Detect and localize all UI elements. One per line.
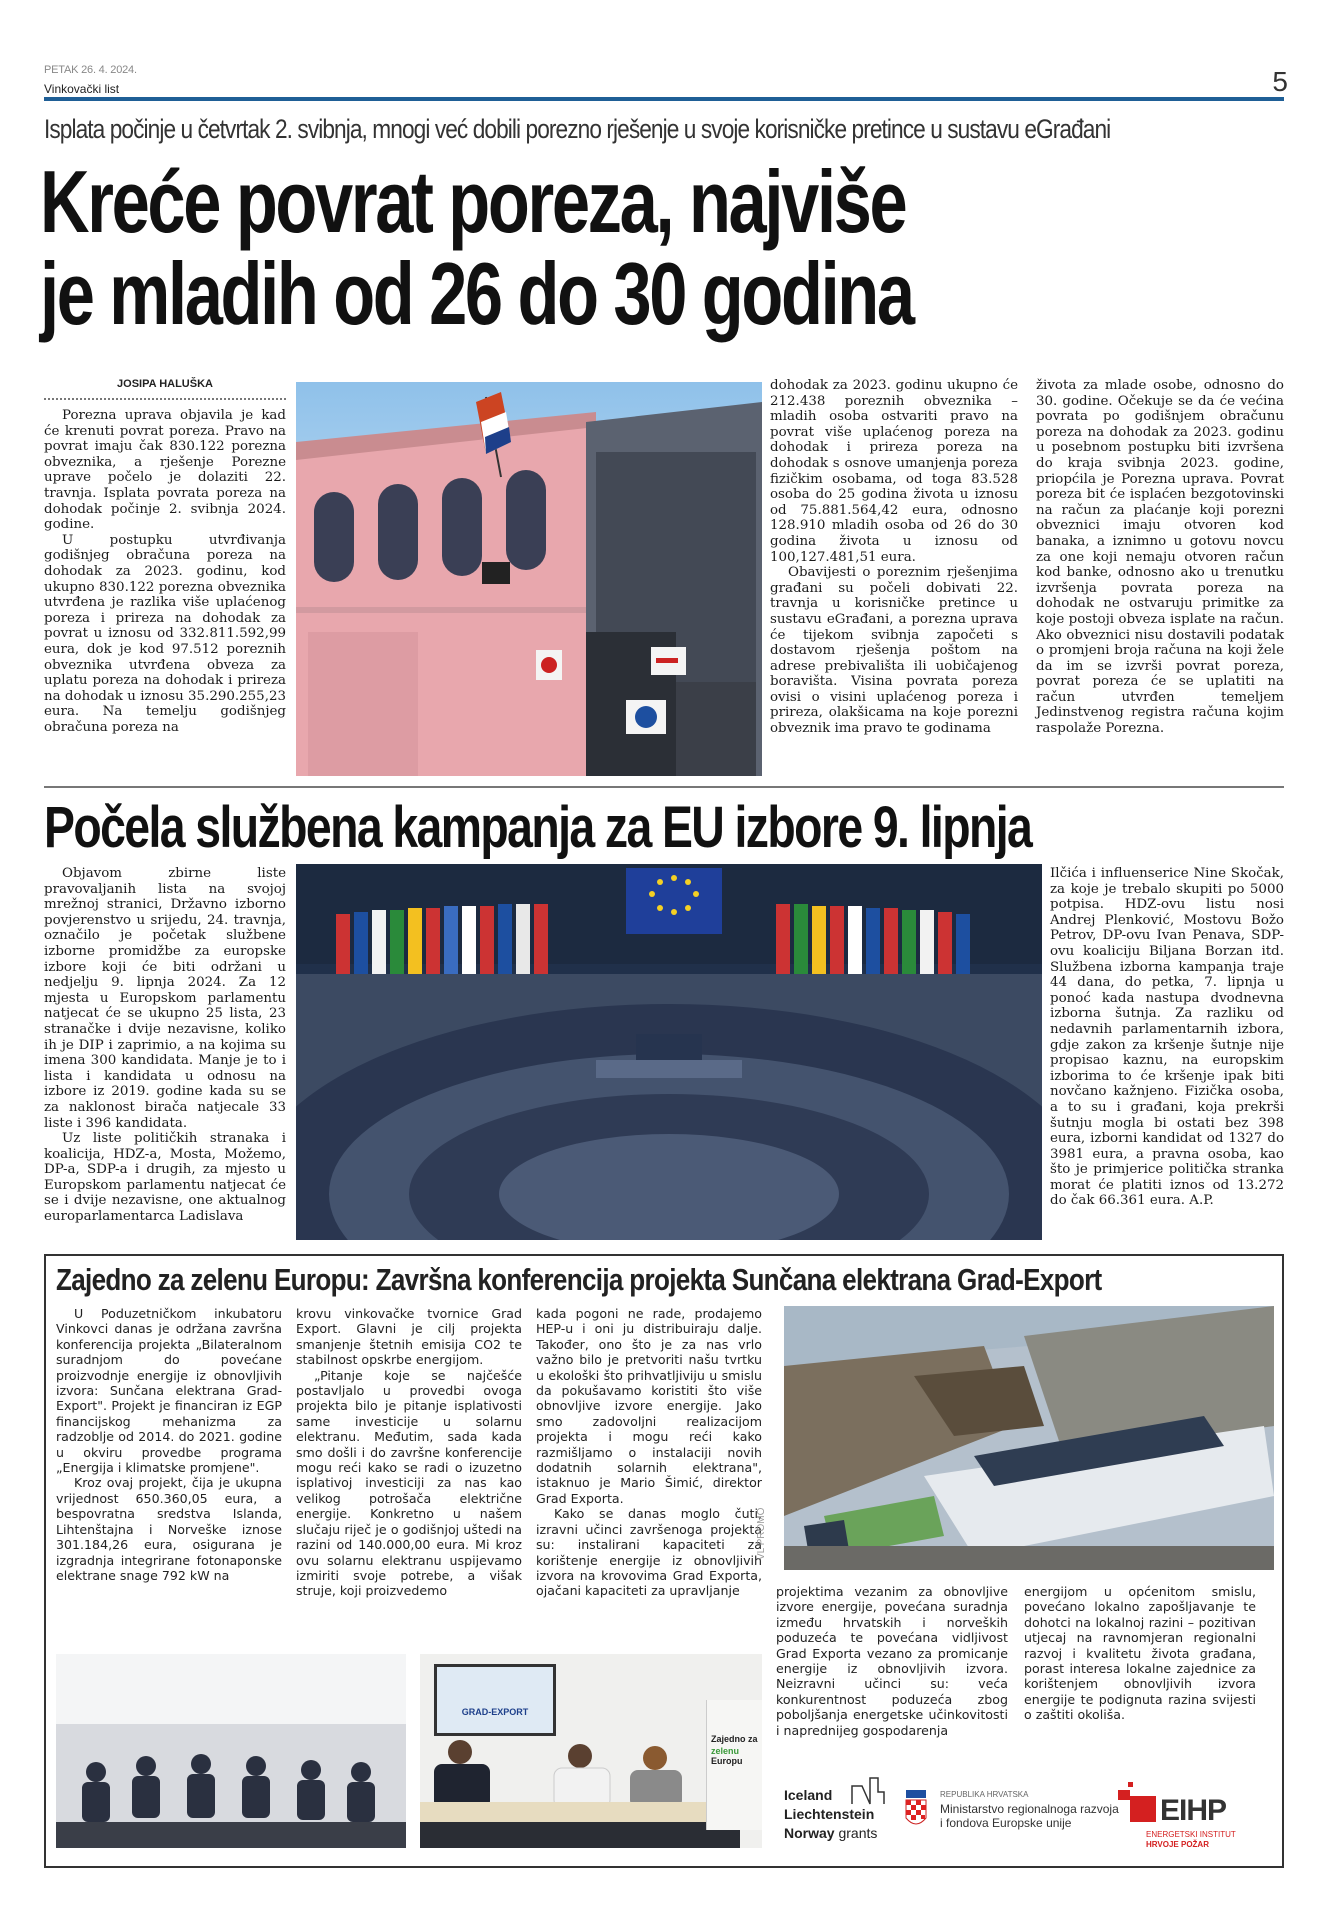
banner-line-1: Zajedno za <box>711 1734 758 1744</box>
article1-kicker: Isplata počinje u četvrtak 2. svibnja, mnogi već dobili porezno rješenje u svoje korisničke pretince u sustavu eGrađani <box>44 114 1111 144</box>
grants-mark-icon <box>850 1776 886 1806</box>
article2-headline: Počela službena kampanja za EU izbore 9. lipnja <box>44 795 1032 860</box>
grants-line-3: Norway grants <box>784 1825 878 1841</box>
rollup-banner <box>706 1700 762 1830</box>
paragraph: Objavom zbirne liste pravovaljanih lista na svojoj mrežnoj stranici, Državno izborno povjerenstvo u srijedu, 24. travnja, označilo je početak službene izborne promidžbe za europske izbore koji će biti održani u nedjelju 9. lipnja 2024. Za 12 mjesta u Europskom parlamentu natjecat će se ukupno 25 lista, 23 stranačke i dvije nezavisne, koliko ih je DIP i zaprimio, a na kojima su imena 300 kandidata. Manje je to i lista i kandidata u odnosu na izbore iz 2019. godine kada su se za naklonost birača natjecale 33 liste i 396 kandidata. <box>44 866 286 1131</box>
aerial-illustration <box>784 1306 1274 1570</box>
factory-aerial-photo <box>784 1306 1274 1570</box>
paragraph: dohodak za 2023. godinu ukupno će 212.438 poreznih obveznika – mladih osoba ostvariti pravo na povrat više uplaćenog poreza na dohodak i prireza poreza na dohodak s osnove umanjenja poreza fizičkim osobama, od toga 83.528 osoba do 25 godina života u iznosu od 75.881.564,42 eura, odnosno 128.910 mladih osoba od 26 do 30 godina života u iznosu od 100,127.481,51 eura. <box>770 378 1018 565</box>
paragraph: Porezna uprava objavila je kad će krenuti povrat poreza. Pravo na povrat imaju čak 830.122 porezna obveznika, a rješenje Porezne uprave počelo je dolaziti 22. travnja. Isplata povrata poreza na dohodak počinje 2. svibnja 2024. godine. <box>44 408 286 533</box>
parliament-illustration <box>296 864 1042 1240</box>
conference-audience-photo <box>56 1654 406 1848</box>
paragraph: projektima vezanim za obnovljive izvore energije, povećana suradnja između hrvatskih i norveških poduzeća te povećana vidljivost Grad Exporta vezano za promicanje energije iz obnovljivih izvora. Neizravni učinci su: veća konkurentnost poduzeća zbog poboljšanja energetske učinkovitosti i naprednijeg gospodarenja <box>776 1584 1008 1738</box>
presentation-screen <box>434 1664 556 1736</box>
headline-line-2: je mladih od 26 do 30 godina <box>40 244 913 343</box>
headline-line-1: Kreće povrat poreza, najviše <box>40 152 906 251</box>
article2-column-1 <box>44 866 286 1225</box>
croatian-coat-of-arms-icon <box>904 1790 928 1830</box>
paragraph: Obavijesti o poreznim rješenjima građani su počeli dobivati 22. travnja u korisničke pretince u sustavu eGrađani, a porezna uprava će tijekom svibnja započeti s dostavom rješenja poštom na adrese prebivališta ili uobičajenog boravišta. Visina povrata poreza ovisi o visini uplaćenog poreza i prireza, olakšicama na koje porezni obveznik ima pravo te godinama <box>770 565 1018 737</box>
header-rule <box>44 97 1284 101</box>
paragraph: života za mlade osobe, odnosno do 30. godine. Očekuje se da će većina povrata po godišnjem obračunu poreza na dohodak za 2023. godinu u posebnom postupku biti izvršena do kraja svibnja 2023. godine, priopćila je Porezna uprava. Povrat poreza bit će isplaćen bezgotovinski na račun za plaćanje koji porezni obveznici imaju otvoren kod banaka, a iznimno u gotovu novcu za one koji nemaju otvoren račun kod banke, odnosno ako u trenutku izvršenja povrata poreza na dohodak ne ostvaruju primitke za koje postoji obveza isplate na račun. Ako obveznici nisu dostavili podatak o promjeni broja računa na koji žele da im se izvrši povrat poreza, povrat poreza će se uplatiti na račun utvrđen temeljem Jedinstvenog registra računa kojim raspolaže Porezna. <box>1036 378 1284 737</box>
ministry-country: REPUBLIKA HRVATSKA <box>940 1790 1029 1799</box>
article1-column-1 <box>44 408 286 735</box>
photo-credit: VL PROMO <box>756 1507 767 1560</box>
paragraph: Ilčića i influenserice Nine Skočak, za koje je trebalo skupiti po 5000 potpisa. HDZ-ovu listu nosi Andrej Plenković, Mostovu Božo Petrov, DP-ovu Ivan Penava, SDP-ovu koaliciju Biljana Borzan itd. Službena izborna kampanja traje 44 dana, do petka, 7. lipnja u ponoć kada nastupa dvodnevna izborna šutnja. Za razliku od nedavnih parlamentarnih izbora, gdje zakon za kršenje šutnje nije propisao kaznu, na europskim izborima to će kršenje ipak biti novčano kažnjeno. Fizička osoba, a to su i građani, koja prekrši šutnju mogla bi ostati bez 398 eura, izborni kandidat od 1327 do 3981 eura, a pravna osoba, kao što je primjerice politička stranka morat će platiti iznos od 13.272 do čak 66.361 eura. A.P. <box>1050 866 1284 1209</box>
newspaper-name: Vinkovački list <box>44 82 120 96</box>
paragraph: Kroz ovaj projekt, čija je ukupna vrijednost 650.360,05 eura, a bespovratna sredstva Islanda, Lihtenštajna i Norveške iznose 301.184,26 eura, osigurana je izgradnja integrirane fotonaponske elektrane snage 792 kW na <box>56 1475 282 1583</box>
grants-line-2: Liechtenstein <box>784 1806 875 1822</box>
tax-office-illustration <box>296 382 762 776</box>
banner-line-2: zelenu Europu <box>711 1746 743 1766</box>
article1-column-3 <box>1036 378 1284 737</box>
paragraph: Kako se danas moglo čuti, izravni učinci završenoga projekta su: instalirani kapaciteti za korištenje energije iz obnovljivih izvora na krovovima Grad Exporta, ojačani kapaciteti za upravljanje <box>536 1506 762 1599</box>
article3-column-2 <box>296 1306 522 1599</box>
paragraph: Uz liste političkih stranaka i koalicija, HDZ-a, Mosta, Možemo, DP-a, SDP-a i drugih, za mjesto u Europskom parlamentu natjecat će se i dvije nezavisne, one aktualnog europarlamentarca Ladislava <box>44 1131 286 1225</box>
conference-panel-photo <box>420 1654 762 1848</box>
eihp-mark-icon <box>1118 1782 1158 1822</box>
article3-column-3 <box>536 1306 762 1599</box>
page-number: 5 <box>1272 66 1288 97</box>
byline-divider <box>44 398 286 400</box>
ministry-logo <box>940 1790 1119 1830</box>
article1-column-2 <box>770 378 1018 737</box>
article3-column-5 <box>1024 1584 1256 1723</box>
paragraph: kada pogoni ne rade, prodajemo HEP-u i oni ju distribuiraju dalje. Također, ono što je za nas vrlo važno bilo je pretvoriti našu tvrtku u ekološki što prihvatljiviju u smislu da pokušavamo koristiti što više obnovljive izvore energije. Jako smo zadovoljni realizacijom projekta i mogu reći kako razmišljamo o instalaciji novih dodatnih solarnih elektrana", istaknuo je Mario Šimić, direktor Grad Exporta. <box>536 1306 762 1506</box>
eihp-wordmark: EIHP <box>1160 1794 1227 1827</box>
grants-line-1: Iceland <box>784 1787 833 1803</box>
audience-illustration <box>56 1654 406 1848</box>
paragraph: energijom u općenitom smislu, povećano lokalno zapošljavanje te dohotci na lokalnoj razini – pozitivan utjecaj na ravnomjeran regionalni razvoj i kvalitetu života građana, porast interesa lokalne zajednice za korištenjem obnovljivih izvora energije te podignuta razina svijesti o zaštiti okoliša. <box>1024 1584 1256 1723</box>
article1-headline <box>40 152 913 343</box>
byline: JOSIPA HALUŠKA <box>117 378 213 390</box>
tax-office-photo <box>296 382 762 776</box>
ministry-line-2: i fondova Europske unije <box>940 1816 1072 1830</box>
paragraph: „Pitanje koje se najčešće postavljalo u provedbi ovoga projekta bilo je pitanje isplativosti same investicije u solarnu elektranu. Međutim, sada kada smo došli i do završne konferencije mogu reći kako se radi o izuzetno isplativoj investiciji za nas kao velikog potrošača električne energije. Konkretno u našem slučaju riječ je o godišnjoj uštedi na razini od 140.000,00 eura. Mi kroz ovu solarnu elektranu uspijevamo izmiriti svoje potrebe, a višak struje, koji proizvedemo <box>296 1367 522 1599</box>
screen-title: GRAD-EXPORT <box>461 1707 529 1717</box>
article3-column-4 <box>776 1584 1008 1738</box>
paragraph: U Poduzetničkom inkubatoru Vinkovci danas je održana završna konferencija projekta „Bilateralnom suradnjom do povećane proizvodnje energije iz obnovljivih izvora: Sunčana elektrana Grad-Export". Projekt je financiran iz EGP financijskog mehanizma za radzoblje od 2014. do 2021. godine u okviru provedbe programa „Energija i klimatske promjene". <box>56 1306 282 1476</box>
european-parliament-photo <box>296 864 1042 1240</box>
paragraph: U postupku utvrđivanja godišnjeg obračuna poreza na dohodak za 2023. godinu, kod ukupno 830.122 porezna obveznika utvrđena je razlika više uplaćenog poreza i prireza na dohodak za povrat u iznosu od 332.811.592,99 eura, dok je kod 97.512 poreznih obveznika utvrđena obveza za uplatu poreza na dohodak i prireza na dohodak u iznosu 35.290.255,23 eura. Na temelju godišnjeg obračuna poreza na <box>44 532 286 735</box>
issue-date: PETAK 26. 4. 2024. <box>44 64 137 76</box>
eea-norway-grants-logo <box>784 1786 877 1843</box>
eihp-line-2: HRVOJE POŽAR <box>1146 1840 1209 1849</box>
eihp-line-1: ENERGETSKI INSTITUT <box>1146 1830 1236 1839</box>
paragraph: krovu vinkovačke tvornice Grad Export. Glavni je cilj projekta smanjenje štetnih emisija CO2 te stabilnost opskrbe energijom. <box>296 1306 522 1368</box>
article3-headline: Zajedno za zelenu Europu: Završna konferencija projekta Sunčana elektrana Grad-Export <box>56 1262 1102 1297</box>
article3-column-1 <box>56 1306 282 1583</box>
article2-column-2 <box>1050 866 1284 1209</box>
ministry-line-1: Ministarstvo regionalnoga razvoja <box>940 1802 1119 1816</box>
section-divider <box>44 786 1284 788</box>
